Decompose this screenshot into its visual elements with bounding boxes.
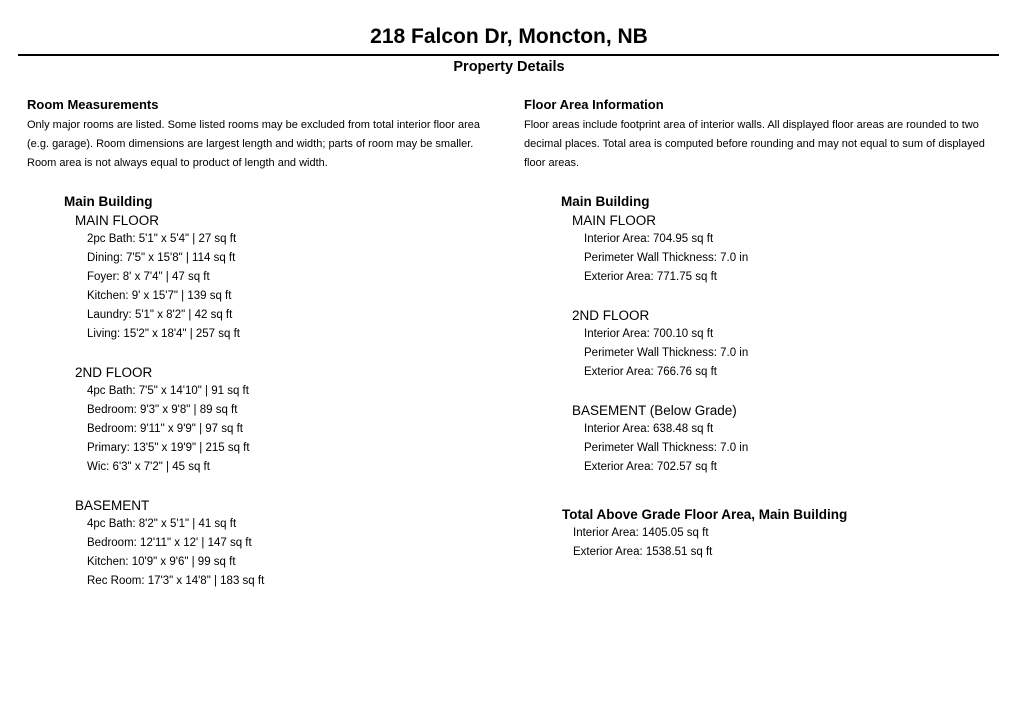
spacer bbox=[27, 344, 502, 363]
page-subtitle: Property Details bbox=[453, 59, 565, 75]
floor-name: 2ND FLOOR bbox=[75, 365, 153, 380]
floor-name: BASEMENT (Below Grade) bbox=[572, 403, 737, 418]
spacer bbox=[27, 477, 502, 496]
area-item: Exterior Area: 771.75 sq ft bbox=[584, 271, 717, 283]
room-item: Primary: 13'5" x 19'9" | 215 sq ft bbox=[87, 442, 250, 454]
spacer bbox=[524, 382, 1004, 401]
room-building-label: Main Building bbox=[64, 194, 153, 209]
floor-area-description: Floor areas include footprint area of interior walls. All displayed floor areas are rounded to two decimal places. Total area is computed before rounding and may not equal to sum of displayed floor areas. bbox=[524, 119, 985, 169]
floor-name: MAIN FLOOR bbox=[572, 213, 657, 228]
room-item: Living: 15'2" x 18'4" | 257 sq ft bbox=[87, 328, 240, 340]
area-item: Exterior Area: 702.57 sq ft bbox=[584, 461, 717, 473]
area-floor-basement bbox=[524, 401, 1004, 477]
floor-name: BASEMENT bbox=[75, 498, 150, 513]
area-item: Interior Area: 704.95 sq ft bbox=[584, 233, 714, 245]
total-area-heading: Total Above Grade Floor Area, Main Building bbox=[562, 507, 848, 522]
room-item: Kitchen: 10'9" x 9'6" | 99 sq ft bbox=[87, 556, 236, 568]
room-item: 2pc Bath: 5'1" x 5'4" | 27 sq ft bbox=[87, 233, 237, 245]
room-measurements-section bbox=[27, 96, 502, 591]
floor-area-heading: Floor Area Information bbox=[524, 97, 664, 112]
room-item: Bedroom: 9'3" x 9'8" | 89 sq ft bbox=[87, 404, 238, 416]
floor-name: MAIN FLOOR bbox=[75, 213, 160, 228]
floor-name: 2ND FLOOR bbox=[572, 308, 650, 323]
area-item: Exterior Area: 766.76 sq ft bbox=[584, 366, 717, 378]
room-measurements-heading: Room Measurements bbox=[27, 97, 159, 112]
total-area-item: Interior Area: 1405.05 sq ft bbox=[573, 527, 709, 539]
room-item: Laundry: 5'1" x 8'2" | 42 sq ft bbox=[87, 309, 233, 321]
room-item: 4pc Bath: 7'5" x 14'10" | 91 sq ft bbox=[87, 385, 249, 397]
spacer bbox=[524, 287, 1004, 306]
room-item: Bedroom: 9'11" x 9'9" | 97 sq ft bbox=[87, 423, 243, 435]
area-item: Interior Area: 638.48 sq ft bbox=[584, 423, 714, 435]
room-floor-2nd bbox=[27, 363, 502, 477]
room-item: Rec Room: 17'3" x 14'8" | 183 sq ft bbox=[87, 575, 265, 587]
room-item: Dining: 7'5" x 15'8" | 114 sq ft bbox=[87, 252, 236, 264]
room-floor-main bbox=[27, 211, 502, 344]
room-item: Foyer: 8' x 7'4" | 47 sq ft bbox=[87, 271, 210, 283]
room-item: Wic: 6'3" x 7'2" | 45 sq ft bbox=[87, 461, 210, 473]
area-floor-2nd bbox=[524, 306, 1004, 382]
title-divider bbox=[18, 54, 999, 56]
room-item: Bedroom: 12'11" x 12' | 147 sq ft bbox=[87, 537, 252, 549]
floor-area-section bbox=[524, 96, 1004, 562]
area-building-label: Main Building bbox=[561, 194, 650, 209]
area-item: Interior Area: 700.10 sq ft bbox=[584, 328, 714, 340]
total-area-item: Exterior Area: 1538.51 sq ft bbox=[573, 546, 713, 558]
area-floor-main bbox=[524, 211, 1004, 287]
area-item: Perimeter Wall Thickness: 7.0 in bbox=[584, 347, 749, 359]
page-title: 218 Falcon Dr, Moncton, NB bbox=[370, 25, 648, 48]
room-item: Kitchen: 9' x 15'7" | 139 sq ft bbox=[87, 290, 232, 302]
room-item: 4pc Bath: 8'2" x 5'1" | 41 sq ft bbox=[87, 518, 237, 530]
room-floor-basement bbox=[27, 496, 502, 591]
area-item: Perimeter Wall Thickness: 7.0 in bbox=[584, 442, 749, 454]
area-item: Perimeter Wall Thickness: 7.0 in bbox=[584, 252, 749, 264]
room-measurements-description: Only major rooms are listed. Some listed rooms may be excluded from total interior floor area (e.g. garage). Room dimensions are largest length and width; parts of room may be smaller. Room area is not always equal to product of length and width. bbox=[27, 119, 481, 169]
